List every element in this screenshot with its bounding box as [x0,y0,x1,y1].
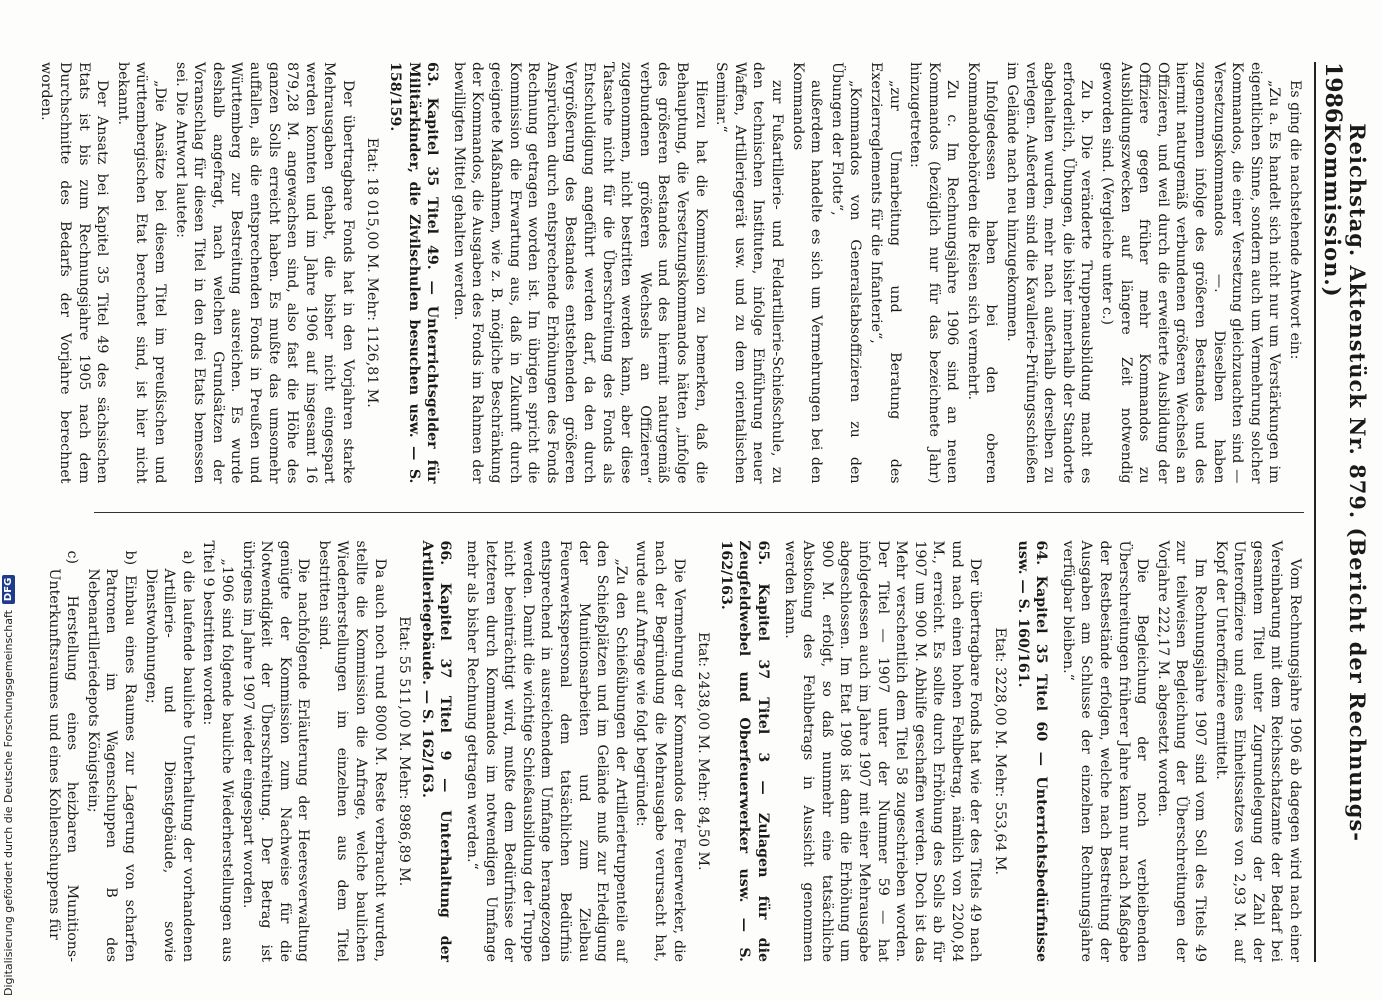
dfg-credit-text: Digitalisierung gefördert durch die Deutsche Forschungsgemeinschaft [2,610,15,996]
etat-line: Etat: 55 511,00 M. Mehr: 8986,89 M. [396,616,413,887]
section-heading: 63. Kapitel 35 Titel 49. — Unterrichtsgelder für Militärkinder, die Zivilschulen besuchen usw. — S. 158/159. [387,62,441,484]
text-columns [38,62,1304,962]
section-heading: 66. Kapitel 37 Titel 9 — Unterhaltung der Artilleriegebäude. — S. 162/163. [418,540,454,962]
paragraph: außerdem handelte es sich um Vermehrungen bei den Kommandos [789,62,825,484]
left-column [38,62,1304,484]
paragraph: Vom Rechnungsjahre 1906 ab dagegen wird nach einer Vereinbarung mit dem Reichsschatzamte der Bedarf bei gesamtem Titel unter Zugrundelegung der Zahl der Unteroffiziere und eines Einheitssatzes von 2,93 M. auf Kopf der Unteroffiziere ermittelt. [1212,540,1303,962]
paragraph: Der übertragbare Fonds hat wie der des Titels 49 nach und nach einen hohen Fehlbetrag, nämlich von 2200,84 M., erreicht. Es sollte durch Erhöhung des Solls ab für 1907 um 900 M. Abhilfe geschaffen werden. Doch ist das Mehr verschentlich dem Titel 58 zugeschrieben worden. Der Titel — 1907 unter der Nummer 59 — hat infolgedessen auch im Jahre 1907 mit einer Mehrausgabe abgeschlossen. Im Etat 1908 ist dann die Erhöhung um 900 M. erfolgt, so daß nunmehr eine tatsächliche Abstoßung des Fehlbetrags in Aussicht genommen werden kann. [781,540,984,962]
page-header [1314,62,1370,962]
list-item: a) die laufende bauliche Unterhaltung der vorhandenen Artillerie- und Dienstgebäude, sowie Dienstwohnungen; [142,550,196,962]
right-column [45,540,1304,963]
list-item: b) Einbau eines Raumes zur Lagerung von scharfen Patronen im Wagenschuppen B des Nebenartilleriedepots Königstein; [84,550,138,962]
paragraph: Die nachfolgende Erläuterung der Heeresverwaltung genügte der Kommission zum Nachweise für die Notwendigkeit der Überschreitung. Der Betrag ist übrigens im Jahre 1907 wieder eingespart worden. [239,540,312,962]
running-title: Reichstag. Aktenstück Nr. 879. (Bericht der Rechnungs-Kommission.) [1320,123,1370,843]
page-number: 1986 [1320,62,1346,124]
paragraph: Zu b. Die veränderte Truppenausbildung macht es erforderlich, Übungen, die bisher innerhalb der Standorte abgehalten wurden, mehr nach außerhalb derselben zu verlegen. Außerdem sind die Kavallerie-Prüfungsschießen im Gelände nach neu hinzugekommen. [1004,62,1095,484]
paragraph: „Kommandos von Generalstabsoffizieren zu den Übungen der Flotte“, [828,62,864,484]
rotated-page-content [38,62,1370,962]
paragraph: Hierzu hat die Kommission zu bemerken, daß die Behauptung, die Versetzungskommandos hätten „infolge des größeren Bestandes und des hiermit naturgemäß verbundenen größeren Wechsels an Offizieren“ zugenommen, nicht bestritten werden kann, aber diese Tatsache nicht für die Überschreitung des Fonds als Entschuldigung angeführt werden darf, da den durch Vergrößerung des Bestandes entstehenden größeren Ansprüchen durch entsprechende Erhöhungen des Fonds Rechnung getragen worden ist. Im übrigen spricht die Kommission die Erwartung aus, daß in Zukunft durch geeignete Maßnahmen, wie z. B. mögliche Beschränkung der Kommandos, die Ausgaben des Fonds im Rahmen der bewilligten Mittel gehalten werden. [450,62,709,484]
paragraph: Die Vermehrung der Kommandos der Feuerwerker, die nach der Begründung die Mehrausgabe verursacht hat, wurde auf Anfrage wie folgt begründet: [633,540,687,962]
paragraph: Zu c. Im Rechnungsjahre 1906 sind an neuen Kommandos (bezüglich nur für das bezeichnete Jahr) hinzugetreten: [907,62,961,484]
paragraph: Im Rechnungsjahre 1907 sind vom Soll des Titels 49 zur teilweisen Begleichung der Überschreitungen der Vorjahre 222,17 M. abgesetzt worden. [1154,540,1209,962]
footer-margin [0,0,24,1000]
paragraph: „Die Ansätze bei diesem Titel im preußischen und württembergischen Etat berechnet sind, ist hier nicht bekannt. [114,62,168,484]
paragraph: „Zu den Schießübungen der Artillerietruppenteile auf den Schießplätzen und im Gelände muß zur Erledigung der Munitionsarbeiten und zum Zielbau Feuerwerkspersonal dem tatsächlichen Bedürfnis entsprechend in ausreichendem Umfange herangezogen werden. Damit die wichtige Schießausbildung der Truppe nicht beeinträchtigt wird, mußte dem Bedürfnisse der letzteren durch Kommandos im notwendigen Umfange mehr als bisher Rechnung getragen werden.“ [464,540,629,962]
paragraph: zur Fußartillerie- und Feldartillerie-Schießschule, zu den technischen Instituten, infolge Einführung neuer Waffen, Artilleriegerät usw. und zu dem orientalischen Seminar.“ [713,62,785,484]
section-heading: 65. Kapitel 37 Titel 3 — Zulagen für die Zeugfeldwebel und Oberfeuerwerker usw. — S. 162/163. [717,540,771,962]
paragraph: „Zu a. Es handelt sich nicht nur um Verstärkungen im eigentlichen Sinne, sondern auch um Vermehrung solcher Kommandos, die einer Versetzung gleichzuachten sind — Versetzungskommandos —. Dieselben haben zugenommen infolge des größeren Bestandes und des hiermit naturgemäß verbundenen größeren Wechsels an Offizieren, und weil durch die erweiterte Ausbildung der Offiziere gegen früher mehr Kommandos zu Ausbildungszwecken auf längere Zeit notwendig geworden sind. (Vergleiche unter c.) [1099,62,1283,484]
paragraph: Es ging die nachstehende Antwort ein: [1287,80,1303,360]
paragraph: Da auch noch rund 8000 M. Reste verbraucht wurden, stellte die Kommission die Anfrage, welche baulichen Wiederherstellungen im einzelnen aus dem Titel bestritten sind. [315,540,388,962]
etat-line: Etat: 2438,00 M. Mehr: 84,50 M. [695,631,712,871]
list-item: c) Herstellung eines heizbaren Munitions-Unterkunftsraumes und eines Kohlenschuppens für [45,550,81,962]
paragraph: Der Ansatz bei Kapitel 35 Titel 49 des sächsischen Etats ist bis zum Rechnungsjahre 1905 nach dem Durchschnitte des Bedarfs der Vorjahre berechnet worden. [38,62,111,484]
dfg-credit [2,0,15,996]
etat-line: Etat: 3228,00 M. Mehr: 553,64 M. [992,627,1009,876]
paragraph: Der übertragbare Fonds hat in den Vorjahren starke Mehrausgaben gehabt, die bisher nicht eingespart werden konnten und im Jahre 1906 auf insgesamt 16 879,28 M. angewachsen sind, also fast die Höhe des ganzen Solls erreicht haben. Es mußte das umsomehr auffallen, als die entsprechenden Fonds in Preußen und Württemberg zur Bestreitung ausreichen. Es wurde deshalb angefragt, nach welchen Grundsätzen der Voranschlag für diesen Titel in den drei Etats bemessen sei. Die Antwort lautete: [172,62,356,484]
section-heading: 64. Kapitel 35 Titel 60 — Unterrichtsbedürfnisse usw. — S. 160/161. [1014,540,1050,962]
paragraph: „zur Umarbeitung und Beratung des Exerzierreglements für die Infanterie“, [867,62,903,484]
etat-line: Etat: 18 015,00 M. Mehr: 1126,81 M. [364,137,381,408]
column-divider [94,512,1304,513]
paragraph: Die Begleichung der noch verbleibenden Überschreitungen früherer Jahre kann nur nach Maßgabe der Restbestände erfolgen, welche nach Bestreitung der Ausgaben am Schlusse der einzelnen Rechnungsjahre verfügbar bleiben.“ [1059,540,1151,962]
paragraph: „1906 sind folgende bauliche Wiederherstellungen aus Titel 9 bestritten worden: [200,540,235,962]
dfg-logo: DFG [2,575,15,604]
paragraph: Infolgedessen haben bei den oberen Kommandobehörden die Reisen sich vermehrt. [964,62,1000,484]
